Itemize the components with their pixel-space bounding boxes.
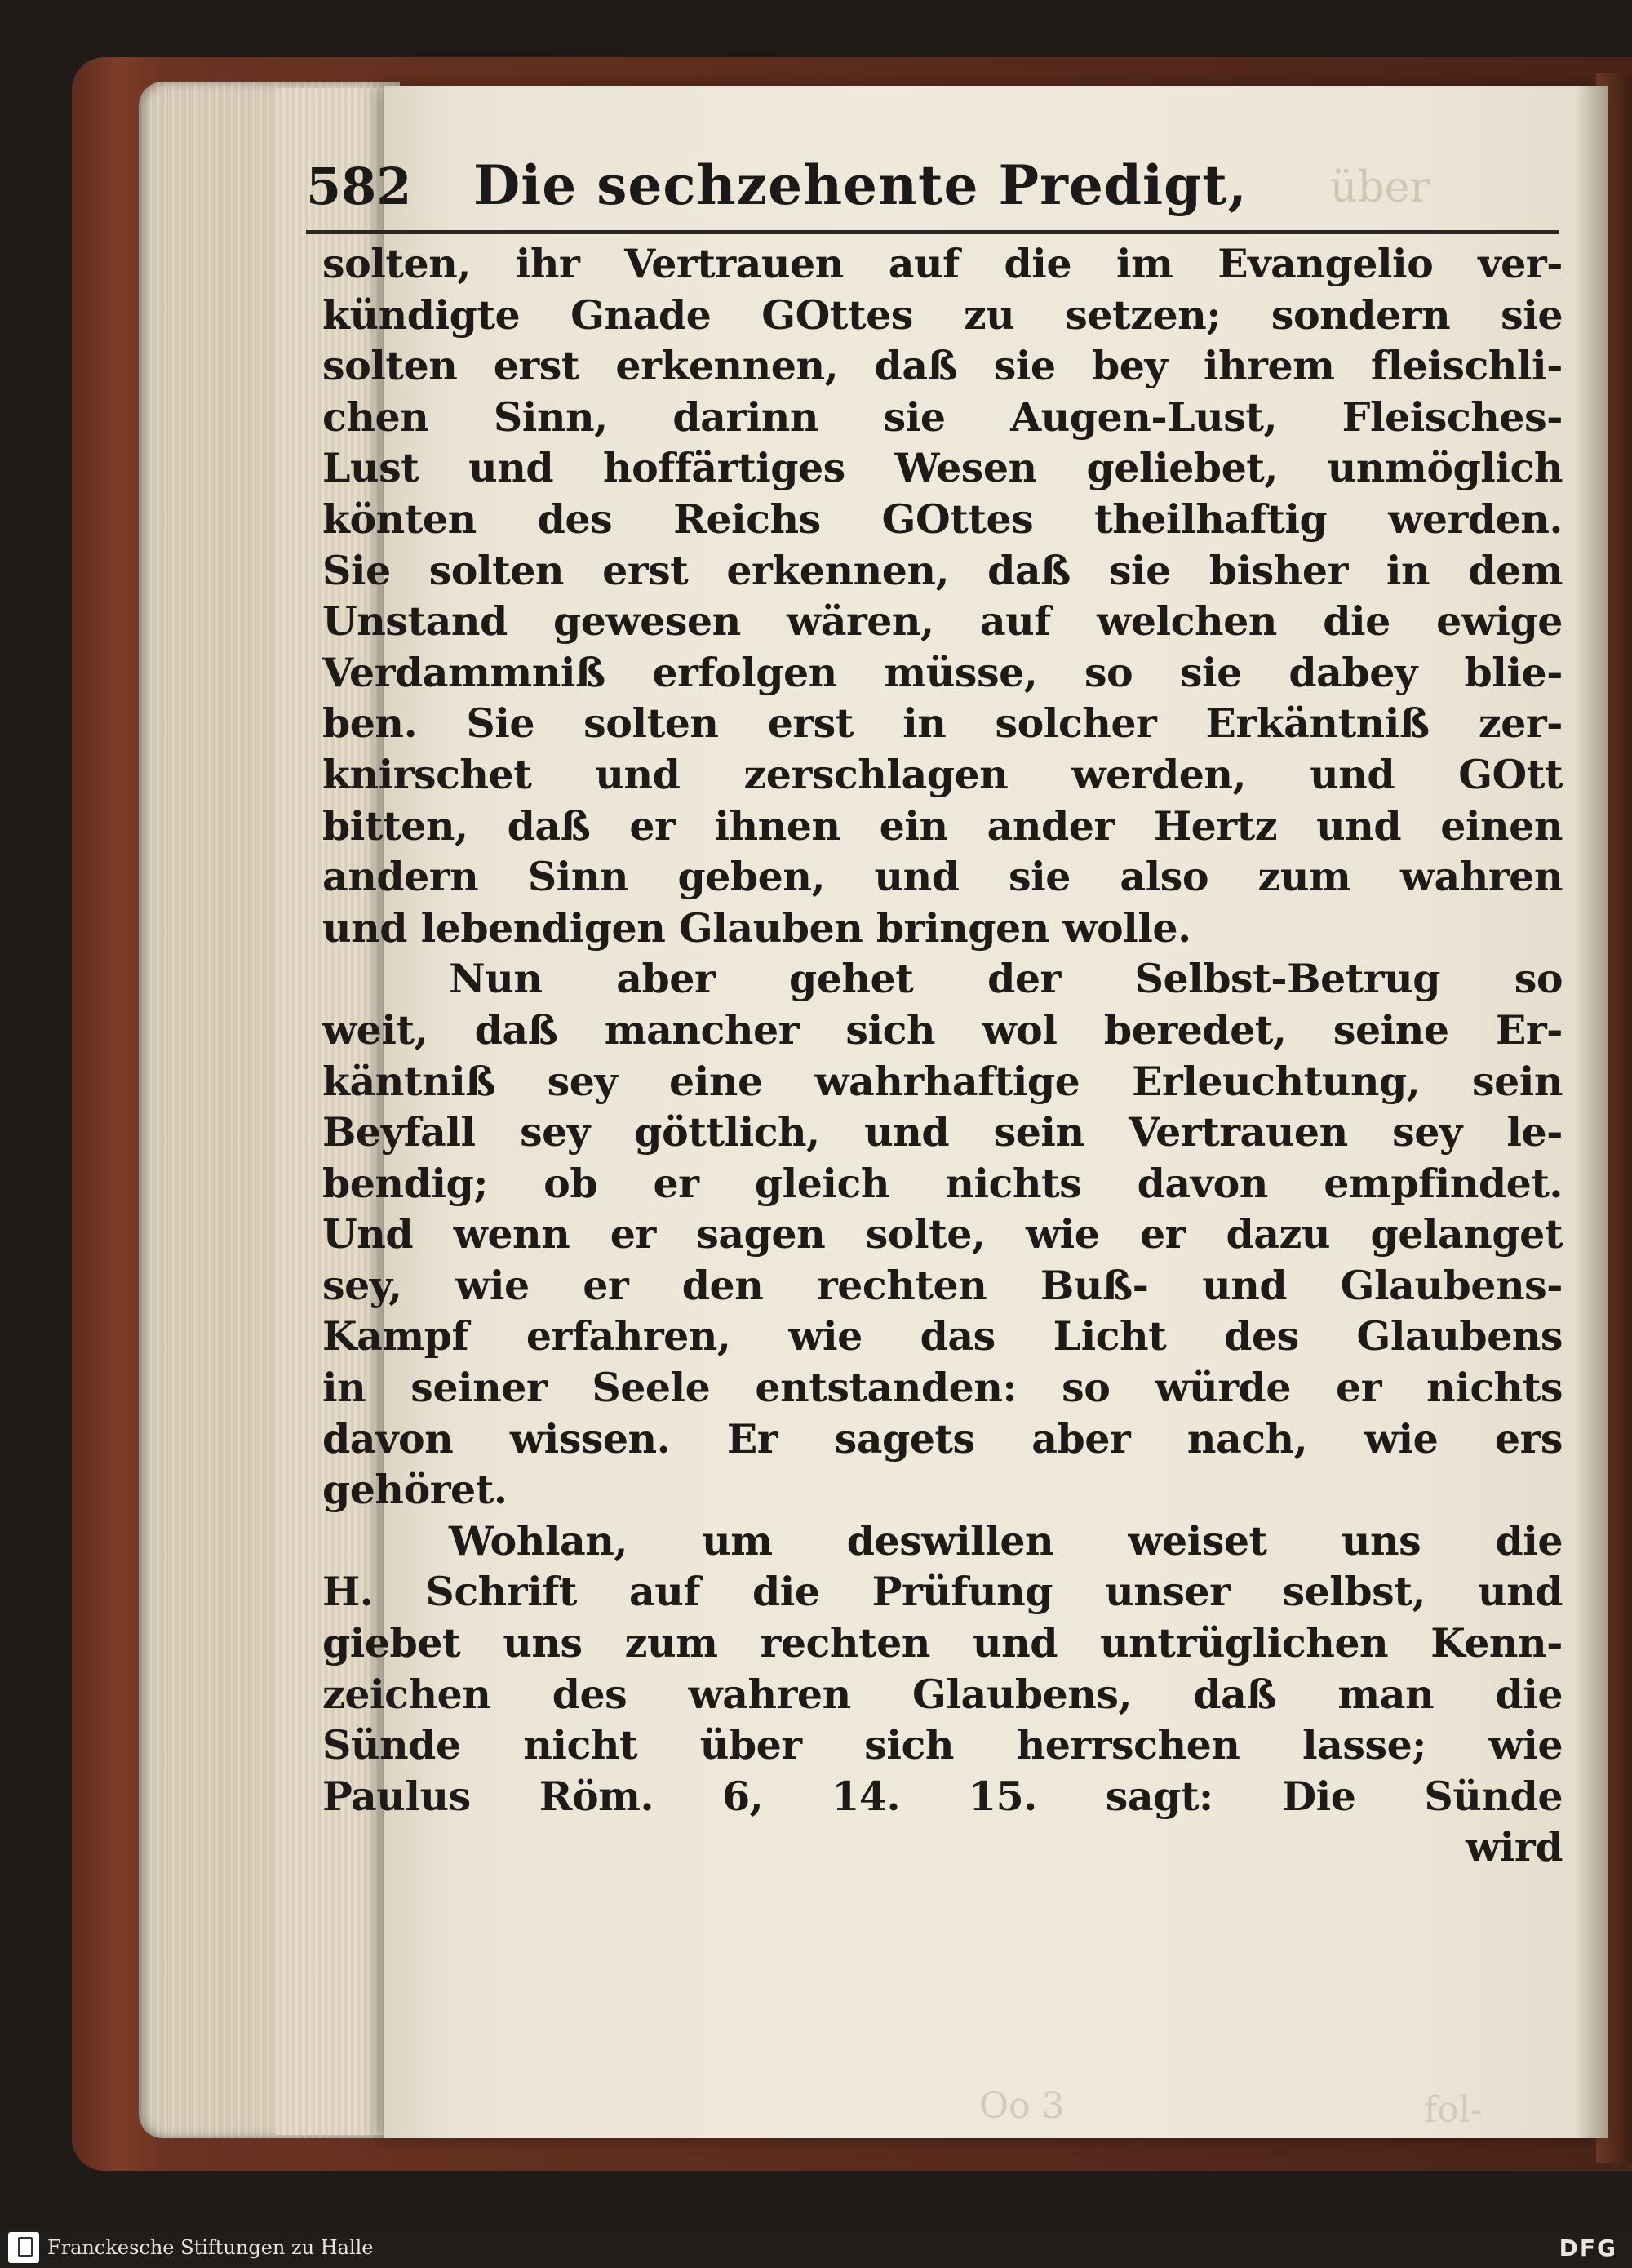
text-line: Kampf erfahren, wie das Licht des Glaubens	[322, 1312, 1563, 1360]
institution-logo-icon	[8, 2232, 39, 2263]
text-line: Sünde nicht über sich herrschen lasse; wie	[322, 1721, 1563, 1769]
text-line: bendig; ob er gleich nichts davon empfindet.	[322, 1159, 1563, 1207]
bleed-through-signature: Oo 3	[979, 2085, 1065, 2127]
footer-bar	[0, 2228, 1632, 2268]
text-line: Sie solten erst erkennen, daß sie bisher in dem	[322, 546, 1563, 594]
text-line: Lust und hoffärtiges Wesen geliebet, unmöglich	[322, 444, 1563, 492]
footer-funder-logo: DFG	[1559, 2235, 1617, 2261]
text-line: Paulus Röm. 6, 14. 15. sagt: Die Sünde	[322, 1772, 1563, 1820]
catchword: wird	[1466, 1823, 1563, 1871]
text-line: gehöret.	[322, 1466, 508, 1514]
header-rule	[306, 230, 1559, 234]
text-line: Wohlan, um deswillen weiset uns die	[449, 1516, 1563, 1565]
text-line: kündigte Gnade GOttes zu setzen; sondern sie	[322, 291, 1563, 339]
text-line: bitten, daß er ihnen ein ander Hertz und einen	[322, 801, 1563, 850]
bleed-through-word: fol-	[1424, 2089, 1483, 2131]
text-line: Beyfall sey göttlich, und sein Vertrauen sey le-	[322, 1108, 1563, 1156]
text-line: Verdammniß erfolgen müsse, so sie dabey blie-	[322, 648, 1563, 696]
running-head: Die sechzehente Predigt,	[473, 153, 1248, 217]
text-line: davon wissen. Er sagets aber nach, wie ers	[322, 1414, 1563, 1462]
text-line: solten erst erkennen, daß sie bey ihrem fleischli-	[322, 342, 1563, 390]
page-number: 582	[306, 157, 412, 216]
text-line: käntniß sey eine wahrhaftige Erleuchtung, sein	[322, 1057, 1563, 1105]
text-line: solten, ihr Vertrauen auf die im Evangelio ver-	[322, 240, 1563, 287]
footer-organization: Franckesche Stiftungen zu Halle	[47, 2236, 374, 2259]
text-line: andern Sinn geben, und sie also zum wahren	[322, 853, 1563, 901]
text-line: chen Sinn, darinn sie Augen-Lust, Fleisches-	[322, 393, 1563, 441]
text-line: Unstand gewesen wären, auf welchen die ewige	[322, 597, 1563, 646]
text-line: Und wenn er sagen solte, wie er dazu gelanget	[322, 1210, 1563, 1258]
page-gutter	[1575, 86, 1608, 2138]
text-line: ben. Sie solten erst in solcher Erkäntniß zer-	[322, 699, 1563, 748]
text-line: könten des Reichs GOttes theilhaftig werden.	[322, 495, 1563, 543]
text-line: H. Schrift auf die Prüfung unser selbst, und	[322, 1568, 1563, 1616]
text-line: und lebendigen Glauben bringen wolle.	[322, 903, 1191, 952]
text-line: knirschet und zerschlagen werden, und GOtt	[322, 750, 1563, 798]
text-line: weit, daß mancher sich wol beredet, seine Er-	[322, 1005, 1563, 1054]
text-line: giebet uns zum rechten und untrüglichen Kenn-	[322, 1619, 1563, 1667]
text-line: zeichen des wahren Glaubens, daß man die	[322, 1670, 1563, 1718]
text-line: in seiner Seele entstanden: so würde er nichts	[322, 1364, 1563, 1412]
text-line: sey, wie er den rechten Buß- und Glaubens-	[322, 1261, 1563, 1309]
bleed-through-head: über	[1330, 163, 1430, 212]
page-header	[306, 153, 1559, 227]
body-text	[322, 238, 1563, 1873]
text-line: Nun aber gehet der Selbst-Betrug so	[449, 955, 1563, 1003]
